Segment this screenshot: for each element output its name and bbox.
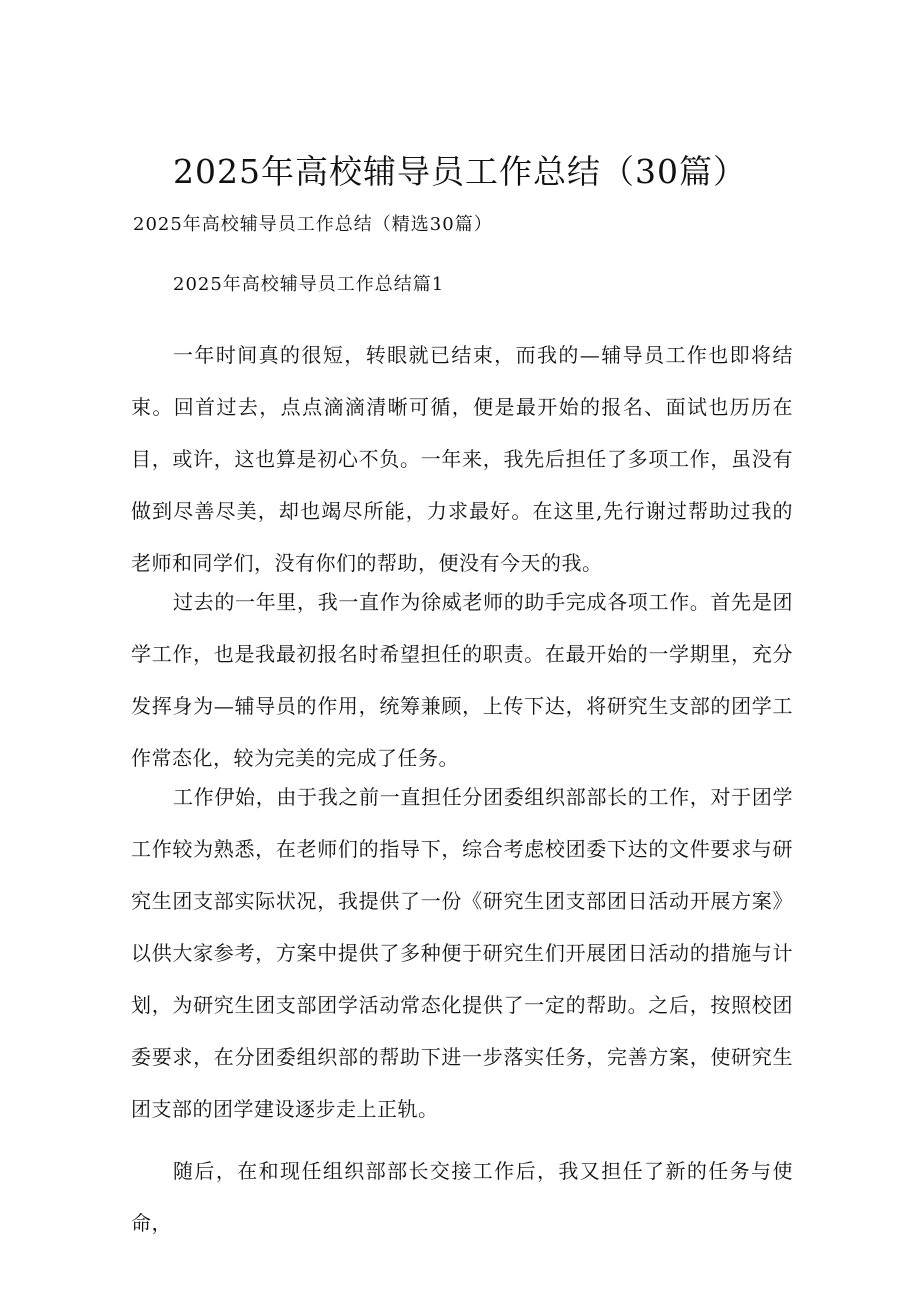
paragraph-2: 过去的一年里，我一直作为徐威老师的助手完成各项工作。首先是团学工作，也是我最初报名时希望担任的职责。在最开始的一学期里，充分发挥身为—辅导员的作用，统筹兼顾，上传下达，将研究生支部的团学工作常态化，较为完美的完成了任务。 (131, 590, 793, 770)
section-heading: 2025年高校辅导员工作总结篇1 (173, 274, 445, 295)
document-subtitle: 2025年高校辅导员工作总结（精选30篇） (133, 214, 493, 235)
paragraph-1: 一年时间真的很短，转眼就已结束，而我的—辅导员工作也即将结束。回首过去，点点滴滴清晰可循，便是最开始的报名、面试也历历在目，或许，这也算是初心不负。一年来，我先后担任了多项工作，虽没有做到尽善尽美，却也竭尽所能，力求最好。在这里,先行谢过帮助过我的老师和同学们，没有你们的帮助，便没有今天的我。 (131, 343, 793, 575)
paragraph-4: 随后，在和现任组织部部长交接工作后，我又担任了新的任务与使命， (131, 1159, 793, 1235)
paragraph-3: 工作伊始，由于我之前一直担任分团委组织部部长的工作，对于团学工作较为熟悉，在老师们的指导下，综合考虑校团委下达的文件要求与研究生团支部实际状况，我提供了一份《研究生团支部团日活动开展方案》以供大家参考，方案中提供了多种便于研究生们开展团日活动的措施与计划，为研究生团支部团学活动常态化提供了一定的帮助。之后，按照校团委要求，在分团委组织部的帮助下进一步落实任务，完善方案，使研究生团支部的团学建设逐步走上正轨。 (131, 785, 793, 1121)
document-title: 2025年高校辅导员工作总结（30篇） (173, 152, 747, 191)
